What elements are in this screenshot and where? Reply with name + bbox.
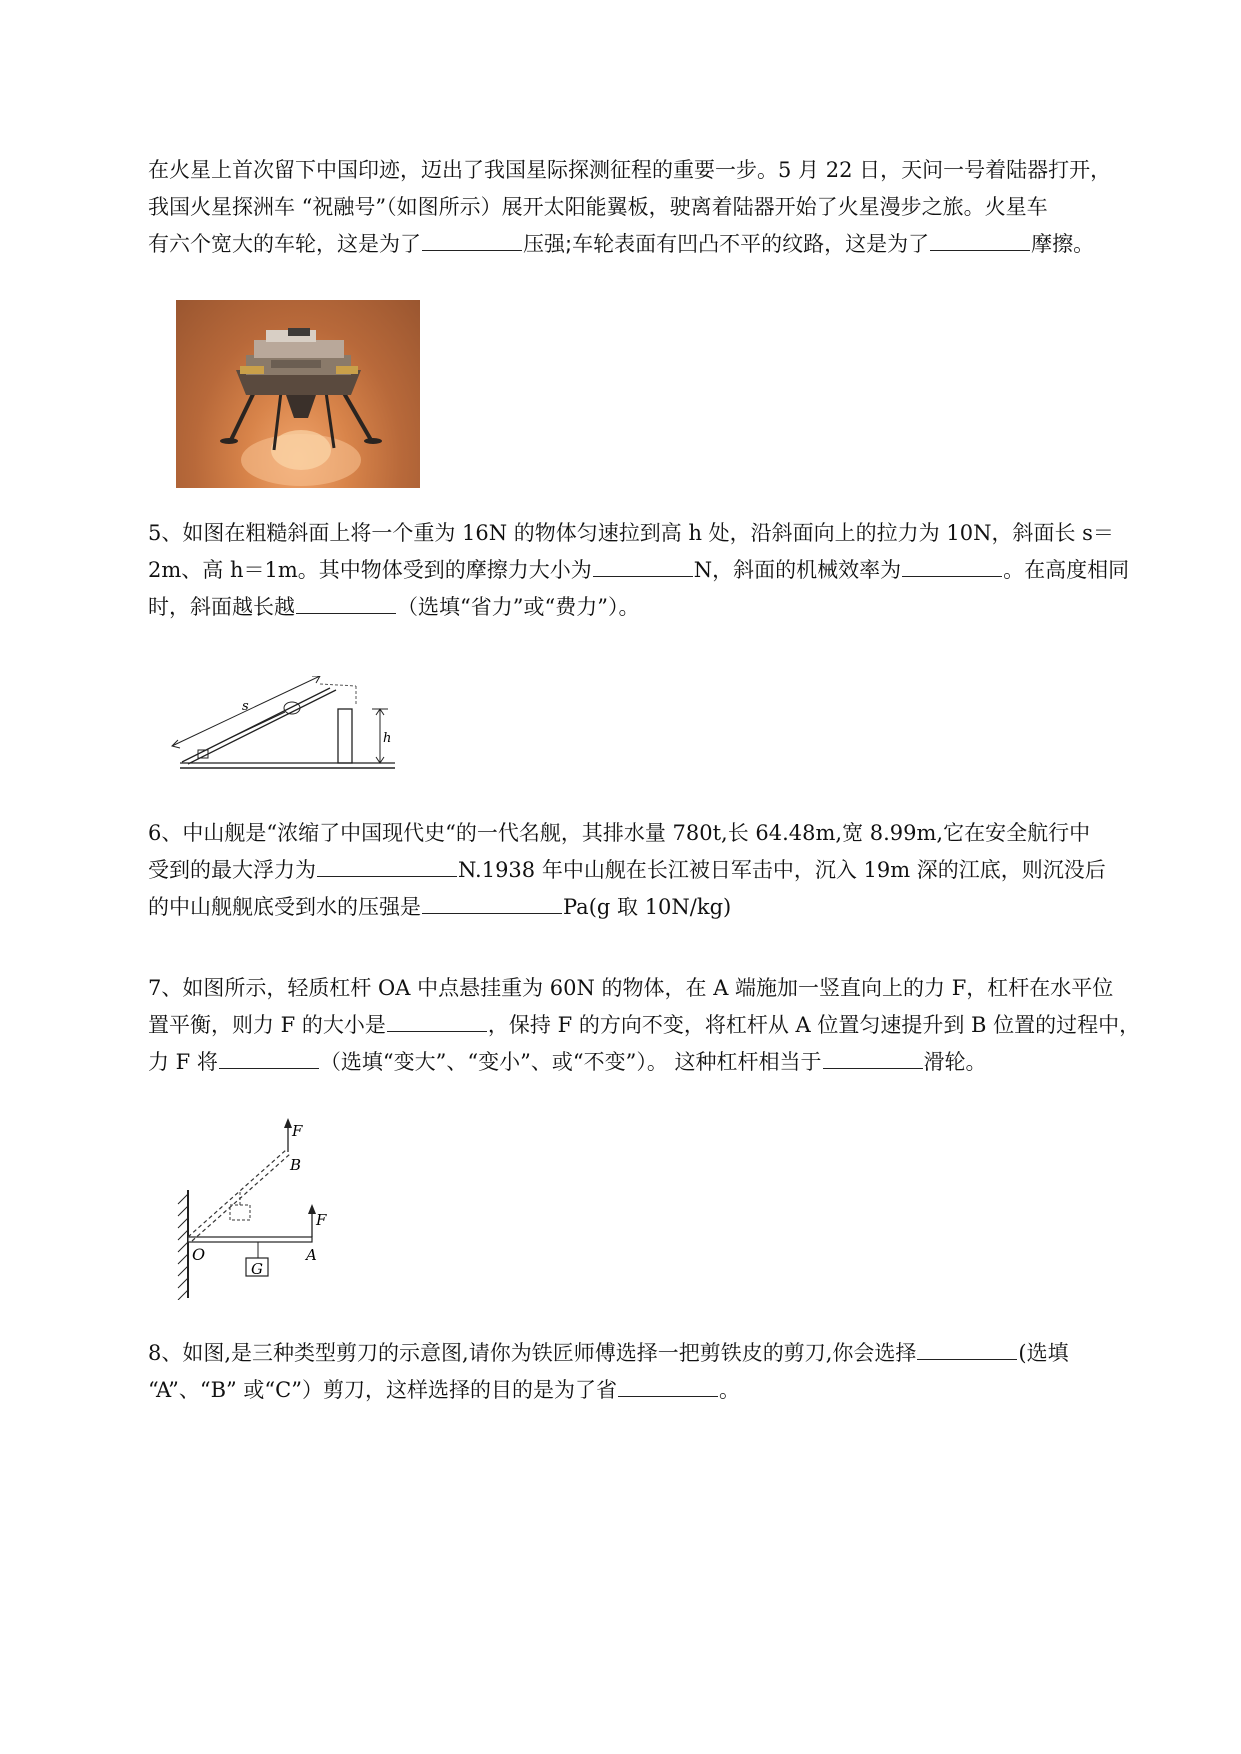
label-g: G <box>251 1260 263 1278</box>
answer-blank[interactable] <box>930 230 1030 251</box>
label-f-a: F <box>316 1211 327 1229</box>
q7-line-1: 7、如图所示，轻质杠杆 OA 中点悬挂重为 60N 的物体，在 A 端施加一竖直向上的力 F，杠杆在水平位 <box>148 976 1114 1000</box>
label-b: B <box>290 1156 302 1174</box>
mars-lander-image <box>176 300 420 488</box>
question-6 <box>148 815 1158 926</box>
q4-line-3: 有六个宽大的车轮，这是为了 压强;车轮表面有凹凸不平的纹路，这是为了 摩擦。 <box>148 232 1095 256</box>
q5-line-1: 5、如图在粗糙斜面上将一个重为 16N 的物体匀速拉到高 h 处，沿斜面向上的拉力为 10N，斜面长 s＝ <box>148 521 1114 545</box>
question-5 <box>148 515 1158 626</box>
q5-line-2: 2m、高 h＝1m。其中物体受到的摩擦力大小为 N，斜面的机械效率为 。在高度相同 <box>148 558 1130 582</box>
q6-line-3: 的中山舰舰底受到水的压强是 Pa(g 取 10N/kg) <box>148 895 732 919</box>
q8-line-2: “A”、“B” 或“C”）剪刀，这样选择的目的是为了省 。 <box>148 1378 740 1402</box>
answer-blank[interactable] <box>422 893 562 914</box>
q7-line-2: 置平衡，则力 F 的大小是 ，保持 F 的方向不变，将杠杆从 A 位置匀速提升到 B 位置的过程中， <box>148 1013 1141 1037</box>
label-f-b: F <box>292 1122 303 1140</box>
label-s: s <box>242 699 249 714</box>
label-h: h <box>383 731 392 746</box>
question-4 <box>148 152 1158 263</box>
question-7 <box>148 970 1158 1081</box>
label-o: O <box>192 1245 206 1264</box>
inclined-plane-diagram <box>170 676 410 780</box>
q6-line-1: 6、中山舰是“浓缩了中国现代史“的一代名舰，其排水量 780t,长 64.48m,宽 8.99m,它在安全航行中 <box>148 821 1091 845</box>
answer-blank[interactable] <box>902 556 1002 577</box>
answer-blank[interactable] <box>823 1048 923 1069</box>
answer-blank[interactable] <box>593 556 693 577</box>
q4-line-2: 我国火星探洲车 “祝融号”（如图所示）展开太阳能翼板，驶离着陆器开始了火星漫步之旅。火星车 <box>148 195 1048 219</box>
q4-line-1: 在火星上首次留下中国印迹，迈出了我国星际探测征程的重要一步。5 月 22 日，天问一号着陆器打开， <box>148 158 1112 182</box>
q8-line-1: 8、如图,是三种类型剪刀的示意图,请你为铁匠师傅选择一把剪铁皮的剪刀,你会选择 (选填 <box>148 1341 1069 1365</box>
answer-blank[interactable] <box>618 1376 718 1397</box>
q6-line-2: 受到的最大浮力为 N.1938 年中山舰在长江被日军击中，沉入 19m 深的江底，则沉没后 <box>148 858 1106 882</box>
answer-blank[interactable] <box>317 856 457 877</box>
answer-blank[interactable] <box>917 1339 1017 1360</box>
answer-blank[interactable] <box>422 230 522 251</box>
answer-blank[interactable] <box>387 1011 487 1032</box>
label-a: A <box>306 1246 317 1264</box>
q5-line-3: 时，斜面越长越 （选填“省力”或“费力”）。 <box>148 595 640 619</box>
answer-blank[interactable] <box>219 1048 319 1069</box>
lever-diagram <box>170 1110 350 1304</box>
answer-blank[interactable] <box>296 593 396 614</box>
question-8 <box>148 1335 1158 1409</box>
q7-line-3: 力 F 将 （选填“变大”、“变小”、或“不变”）。 这种杠杆相当于 滑轮。 <box>148 1050 987 1074</box>
